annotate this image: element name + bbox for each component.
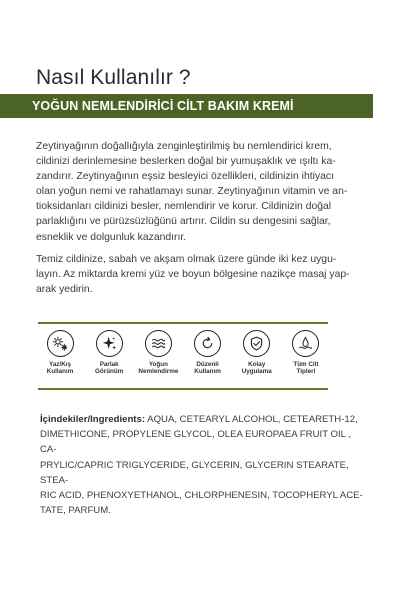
- ingredients-text: AQUA, CETEARYL ALCOHOL, CETEARETH-12,: [145, 414, 358, 425]
- feature-label: Yaz/Kış Kullanım: [46, 361, 74, 376]
- text-line: zandırır. Zeytinyağının eşsiz besleyici özellikleri, cildinizin ihtiyacı: [36, 171, 334, 183]
- feature-label: Düzenli Kullanım: [194, 361, 221, 376]
- divider-top: [38, 322, 328, 324]
- feature-season: [38, 330, 82, 382]
- text-line: tioksidanları cildinizi besler, nemlendirir ve korur. Cildinizin doğal: [36, 201, 332, 213]
- feature-label: Tüm Cilt Tipleri: [293, 361, 319, 376]
- feature-all-skin: [284, 330, 328, 382]
- waves-icon: [145, 330, 172, 357]
- feature-label: Parlak Görünüm: [95, 361, 124, 376]
- feature-easy-apply: [235, 330, 279, 382]
- text-line: Zeytinyağının doğallığıyla zenginleştirilmiş bu nemlendirici krem,: [36, 141, 332, 152]
- text-line: layın. Az miktarda kremi yüz ve boyun bölgesine nazikçe masaj yap-: [36, 269, 350, 281]
- ingredients-list: [40, 412, 365, 518]
- text-line: RIC ACID, PHENOXYETHANOL, CHLORPHENESIN, TOCOPHERYL ACE-: [40, 490, 363, 502]
- check-shield-icon: [243, 330, 270, 357]
- feature-regular-use: [186, 330, 230, 382]
- text-line: parlaklığını ve pürüzsüzlüğünü artırır. Cildin su dengesini sağlar,: [36, 216, 331, 228]
- sparkle-icon: [96, 330, 123, 357]
- cycle-arrow-icon: [194, 330, 221, 357]
- ingredients-label: İçindekiler/Ingredients:: [40, 414, 146, 425]
- text-line: olan yoğun nemi ve rahatlamayı sunar. Zeytinyağının vitamin ve an-: [36, 186, 348, 198]
- divider-bottom: [38, 388, 328, 390]
- text-line: arak yedirin.: [36, 284, 93, 296]
- sun-snowflake-icon: [47, 330, 74, 357]
- product-name-banner: YOĞUN NEMLENDİRİCİ CİLT BAKIM KREMİ: [0, 94, 373, 118]
- text-line: DIMETHICONE, PROPYLENE GLYCOL, OLEA EUROPAEA FRUIT OIL , CA-: [40, 429, 351, 456]
- text-line: esneklik ve dolgunluk kazandırır.: [36, 231, 187, 243]
- water-drop-icon: [292, 330, 319, 357]
- feature-moisture: [136, 330, 180, 382]
- feature-icons-row: [38, 330, 328, 382]
- feature-label: Kolay Uygulama: [241, 361, 272, 376]
- text-line: cildinizi derinlemesine beslerken doğal bir yumuşaklık ve ışıltı ka-: [36, 156, 336, 168]
- text-line: [40, 412, 365, 427]
- text-line: TATE, PARFUM.: [40, 505, 111, 517]
- feature-label: Yoğun Nemlendirme: [138, 361, 179, 376]
- text-line: Temiz cildinize, sabah ve akşam olmak üzere günde iki kez uygu-: [36, 254, 337, 265]
- text-line: PRYLIC/CAPRIC TRIGLYCERIDE, GLYCERIN, GLYCERIN STEARATE, STEA-: [40, 459, 349, 486]
- page-title: Nasıl Kullanılır ?: [36, 66, 191, 89]
- usage-paragraph: [36, 252, 366, 297]
- feature-glow: [87, 330, 131, 382]
- description-paragraph: [36, 139, 366, 245]
